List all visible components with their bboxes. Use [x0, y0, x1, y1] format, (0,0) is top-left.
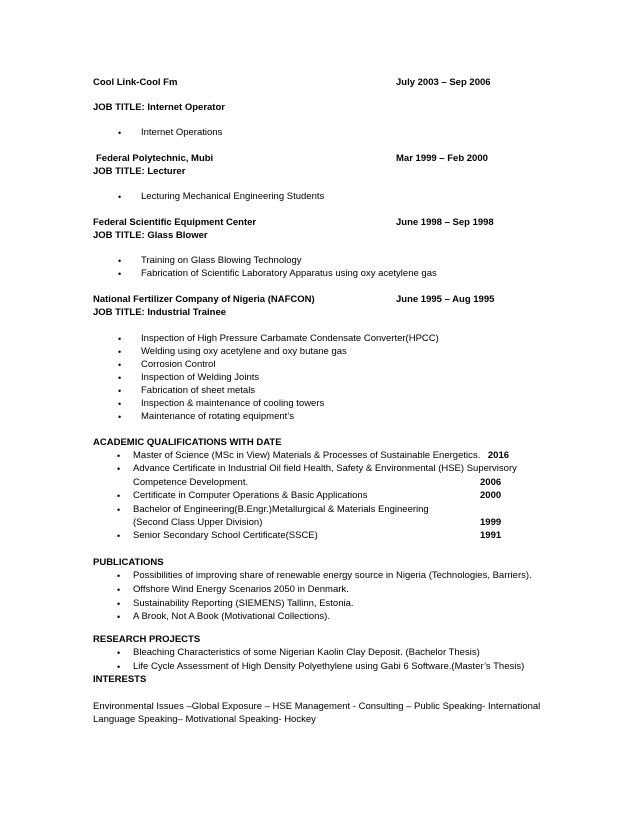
qualification-year: 2000 [480, 490, 502, 501]
list-item [118, 398, 325, 410]
list-item [118, 359, 216, 371]
job-title-row [93, 102, 225, 114]
list-item-text: Maintenance of rotating equipment’s [141, 411, 294, 422]
list-item-text: Corrosion Control [141, 359, 216, 370]
job-title-label: JOB TITLE: [93, 230, 145, 241]
list-item-text: Senior Secondary School Certificate(SSCE) [133, 530, 318, 541]
list-item-text: Fabrication of sheet metals [141, 385, 256, 396]
bullet-icon: • [118, 269, 122, 279]
list-item [118, 411, 294, 423]
bullet-icon: • [118, 128, 122, 138]
interests-line: Language Speaking– Motivational Speaking- Hockey [93, 714, 316, 725]
list-item-text: A Brook, Not A Book (Motivational Collections). [133, 611, 330, 622]
list-item [118, 268, 437, 280]
bullet-icon: • [117, 464, 121, 474]
qualification-year: 1999 [480, 517, 502, 528]
bullet-icon: • [117, 662, 121, 672]
list-item [117, 450, 510, 462]
bullet-icon: • [117, 531, 121, 541]
bullet-icon: • [118, 334, 122, 344]
list-item-text: Life Cycle Assessment of High Density Polyethylene using Gabi 6 Software.(Master’s Thesis) [133, 661, 525, 672]
section-heading-research: RESEARCH PROJECTS [93, 634, 201, 645]
section-heading-academic: ACADEMIC QUALIFICATIONS WITH DATE [93, 437, 282, 448]
section-heading-interests: INTERESTS [93, 674, 147, 685]
list-item [118, 346, 347, 358]
list-item [117, 598, 354, 610]
list-item-text: Fabrication of Scientific Laboratory Apparatus using oxy acetylene gas [141, 268, 437, 279]
bullet-icon: • [117, 451, 121, 461]
qualification-year: 1991 [480, 530, 502, 541]
list-item-text: Possibilities of improving share of renewable energy source in Nigeria (Technologies, Barriers). [133, 570, 532, 581]
job-title: Industrial Trainee [147, 307, 227, 318]
list-item-text: Welding using oxy acetylene and oxy butane gas [141, 346, 347, 357]
job-title-row [93, 230, 208, 242]
bullet-icon: • [118, 347, 122, 357]
list-item-text: Sustainability Reporting (SIEMENS) Tallinn, Estonia. [133, 598, 354, 609]
bullet-icon: • [118, 386, 122, 396]
job-dates: Mar 1999 – Feb 2000 [396, 153, 488, 164]
list-item-continuation: Competence Development. [133, 477, 249, 488]
list-item-text: Inspection of Welding Joints [141, 372, 260, 383]
list-item-text: Certificate in Computer Operations & Basic Applications [133, 490, 368, 501]
list-item [117, 584, 349, 596]
job-title-label: JOB TITLE: [93, 102, 145, 113]
list-item [117, 490, 368, 502]
bullet-icon: • [117, 648, 121, 658]
bullet-icon: • [117, 612, 121, 622]
list-item-text: Advance Certificate in Industrial Oil field Health, Safety & Environmental (HSE) Supervisory [133, 463, 517, 474]
list-item-continuation: (Second Class Upper Division) [133, 517, 263, 528]
job-dates: June 1995 – Aug 1995 [396, 294, 495, 305]
job-title-label: JOB TITLE: [93, 166, 145, 177]
bullet-icon: • [117, 571, 121, 581]
list-item [117, 611, 330, 623]
list-item [117, 570, 532, 582]
list-item [117, 530, 318, 542]
list-item [118, 191, 325, 203]
qualification-year: 2006 [480, 477, 502, 488]
list-item [118, 255, 302, 267]
bullet-icon: • [118, 399, 122, 409]
job-title-row [93, 307, 226, 319]
list-item [118, 333, 439, 345]
list-item-text: Bachelor of Engineering(B.Engr.)Metallurgical & Materials Engineering [133, 504, 429, 515]
bullet-icon: • [117, 599, 121, 609]
job-title: Glass Blower [147, 230, 208, 241]
job-title: Internet Operator [147, 102, 225, 113]
interests-line: Environmental Issues –Global Exposure – HSE Management - Consulting – Public Speaking- International [93, 701, 541, 712]
list-item-text: Internet Operations [141, 127, 223, 138]
list-item [117, 661, 525, 673]
job-title-label: JOB TITLE: [93, 307, 145, 318]
list-item-text: Inspection of High Pressure Carbamate Condensate Converter(HPCC) [141, 333, 439, 344]
job-company: Federal Scientific Equipment Center [93, 217, 257, 228]
list-item-text: Lecturing Mechanical Engineering Students [141, 191, 325, 202]
list-item [117, 504, 429, 516]
bullet-icon: • [117, 491, 121, 501]
bullet-icon: • [117, 585, 121, 595]
bullet-icon: • [118, 412, 122, 422]
list-item [118, 127, 223, 139]
bullet-icon: • [118, 192, 122, 202]
list-item-text: Bleaching Characteristics of some Nigerian Kaolin Clay Deposit. (Bachelor Thesis) [133, 647, 480, 658]
job-company: Cool Link-Cool Fm [93, 77, 178, 88]
list-item [118, 385, 256, 397]
section-heading-publications: PUBLICATIONS [93, 557, 164, 568]
job-title: Lecturer [147, 166, 186, 177]
bullet-icon: • [117, 505, 121, 515]
job-company: Federal Polytechnic, Mubi [96, 153, 214, 164]
list-item [118, 372, 260, 384]
job-dates: June 1998 – Sep 1998 [396, 217, 494, 228]
job-dates: July 2003 – Sep 2006 [396, 77, 491, 88]
bullet-icon: • [118, 373, 122, 383]
job-title-row [93, 166, 185, 178]
list-item-text: Master of Science (MSc in View) Materials & Processes of Sustainable Energetics. [133, 450, 481, 461]
bullet-icon: • [118, 360, 122, 370]
list-item-text: Inspection & maintenance of cooling towers [141, 398, 325, 409]
job-company: National Fertilizer Company of Nigeria (NAFCON) [93, 294, 315, 305]
list-item-text: Training on Glass Blowing Technology [141, 255, 302, 266]
list-item [117, 463, 517, 475]
list-item-text: Offshore Wind Energy Scenarios 2050 in Denmark. [133, 584, 349, 595]
qualification-year: 2016 [487, 450, 510, 461]
list-item [117, 647, 480, 659]
bullet-icon: • [118, 256, 122, 266]
